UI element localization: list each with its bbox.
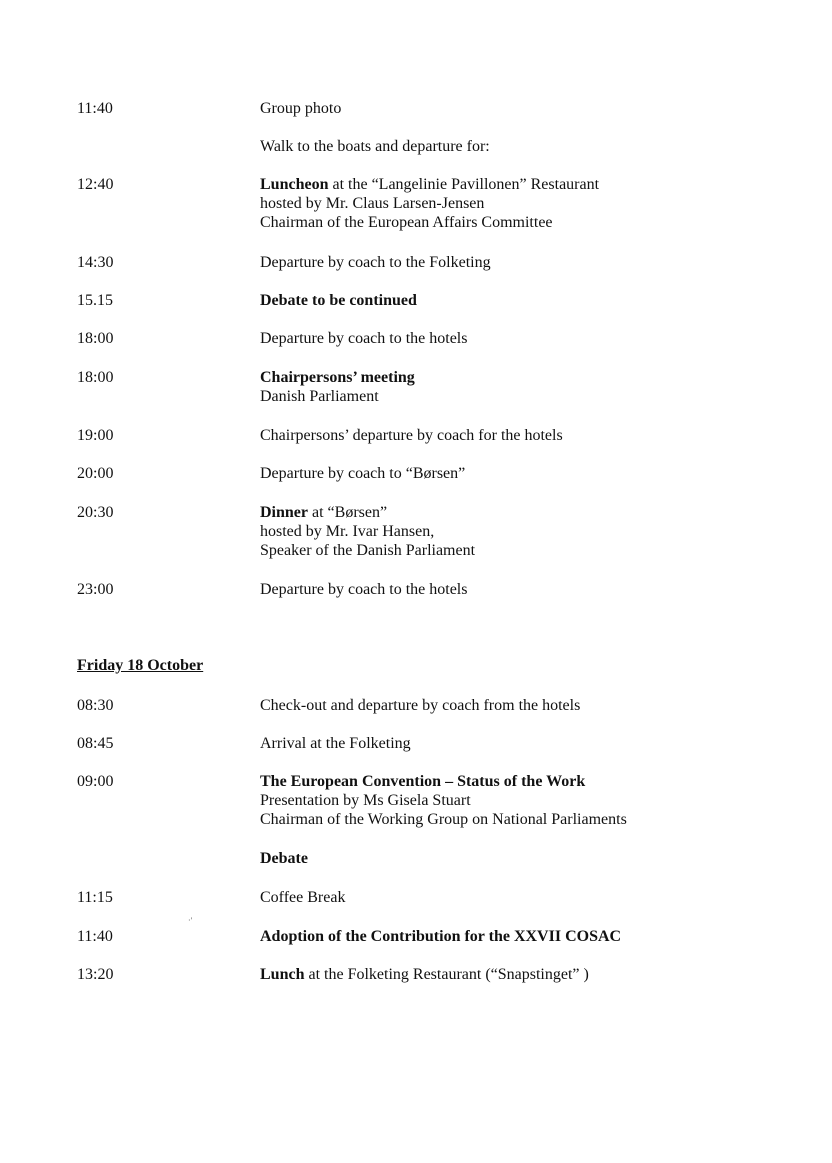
bold-label: The European Convention – Status of the Work	[260, 773, 586, 790]
line-text: Departure by coach to “Børsen”	[260, 465, 466, 482]
description-line	[260, 927, 800, 946]
schedule-time: 18:00	[77, 330, 114, 347]
schedule-time: 23:00	[77, 581, 114, 598]
schedule-description	[260, 253, 800, 272]
schedule-description	[260, 888, 800, 907]
description-line	[260, 387, 800, 406]
schedule-time: 08:45	[77, 735, 114, 752]
schedule-time: 18:00	[77, 369, 114, 386]
schedule-time: 08:30	[77, 697, 114, 714]
line-text: Arrival at the Folketing	[260, 735, 411, 752]
description-line	[260, 772, 800, 791]
line-text: hosted by Mr. Ivar Hansen,	[260, 523, 435, 540]
schedule-time: 11:15	[77, 889, 113, 906]
line-text: Chairman of the Working Group on National Parliaments	[260, 811, 627, 828]
line-text: Departure by coach to the hotels	[260, 581, 468, 598]
line-text: Coffee Break	[260, 889, 346, 906]
line-text: hosted by Mr. Claus Larsen-Jensen	[260, 195, 485, 212]
line-text: at “Børsen”	[308, 504, 388, 521]
description-line	[260, 329, 800, 348]
description-line	[260, 849, 800, 868]
schedule-description	[260, 329, 800, 348]
bold-label: Lunch	[260, 966, 305, 983]
bold-label: Adoption of the Contribution for the XXVII COSAC	[260, 928, 622, 945]
line-text: Danish Parliament	[260, 388, 379, 405]
description-line	[260, 426, 800, 445]
description-line	[260, 175, 800, 194]
description-line	[260, 810, 800, 829]
schedule-description	[260, 772, 800, 829]
schedule-description	[260, 965, 800, 984]
description-line	[260, 541, 800, 560]
line-text: Departure by coach to the hotels	[260, 330, 468, 347]
schedule-time: 11:40	[77, 928, 113, 945]
description-line	[260, 503, 800, 522]
description-line	[260, 137, 800, 156]
description-line	[260, 965, 800, 984]
schedule-time: 20:30	[77, 504, 114, 521]
description-line	[260, 791, 800, 810]
schedule-description	[260, 734, 800, 753]
schedule-description	[260, 137, 800, 156]
schedule-time: 13:20	[77, 966, 114, 983]
scan-speck: ·′	[188, 916, 193, 925]
schedule-description	[260, 464, 800, 483]
schedule-time: 14:30	[77, 254, 114, 271]
schedule-time: 09:00	[77, 773, 114, 790]
line-text: Chairman of the European Affairs Committee	[260, 214, 553, 231]
bold-label: Dinner	[260, 504, 308, 521]
line-text: Walk to the boats and departure for:	[260, 138, 490, 155]
schedule-time: 11:40	[77, 100, 113, 117]
description-line	[260, 696, 800, 715]
description-line	[260, 580, 800, 599]
description-line	[260, 99, 800, 118]
description-line	[260, 464, 800, 483]
bold-label: Debate	[260, 850, 308, 867]
schedule-description	[260, 927, 800, 946]
line-text: Departure by coach to the Folketing	[260, 254, 491, 271]
description-line	[260, 253, 800, 272]
schedule-description	[260, 580, 800, 599]
schedule-description	[260, 175, 800, 232]
line-text: Presentation by Ms Gisela Stuart	[260, 792, 471, 809]
line-text: at the Folketing Restaurant (“Snapstinget” )	[304, 966, 589, 983]
schedule-time: 20:00	[77, 465, 114, 482]
description-line	[260, 368, 800, 387]
description-line	[260, 522, 800, 541]
schedule-description	[260, 368, 800, 406]
schedule-description	[260, 426, 800, 445]
bold-label: Luncheon	[260, 176, 329, 193]
schedule-time: 15.15	[77, 292, 113, 309]
schedule-description	[260, 696, 800, 715]
schedule-time: 12:40	[77, 176, 114, 193]
line-text: Check-out and departure by coach from the hotels	[260, 697, 581, 714]
schedule-description	[260, 291, 800, 310]
bold-label: Chairpersons’ meeting	[260, 369, 415, 386]
description-line	[260, 888, 800, 907]
description-line	[260, 194, 800, 213]
description-line	[260, 213, 800, 232]
line-text: Speaker of the Danish Parliament	[260, 542, 476, 559]
line-text: at the “Langelinie Pavillonen” Restaurant	[328, 176, 600, 193]
line-text: Chairpersons’ departure by coach for the hotels	[260, 427, 563, 444]
schedule-description	[260, 99, 800, 118]
day2-heading: Friday 18 October	[77, 657, 204, 674]
description-line	[260, 734, 800, 753]
schedule-description	[260, 503, 800, 560]
line-text: Group photo	[260, 100, 342, 117]
schedule-description	[260, 849, 800, 868]
bold-label: Debate to be continued	[260, 292, 417, 309]
description-line	[260, 291, 800, 310]
schedule-time: 19:00	[77, 427, 114, 444]
